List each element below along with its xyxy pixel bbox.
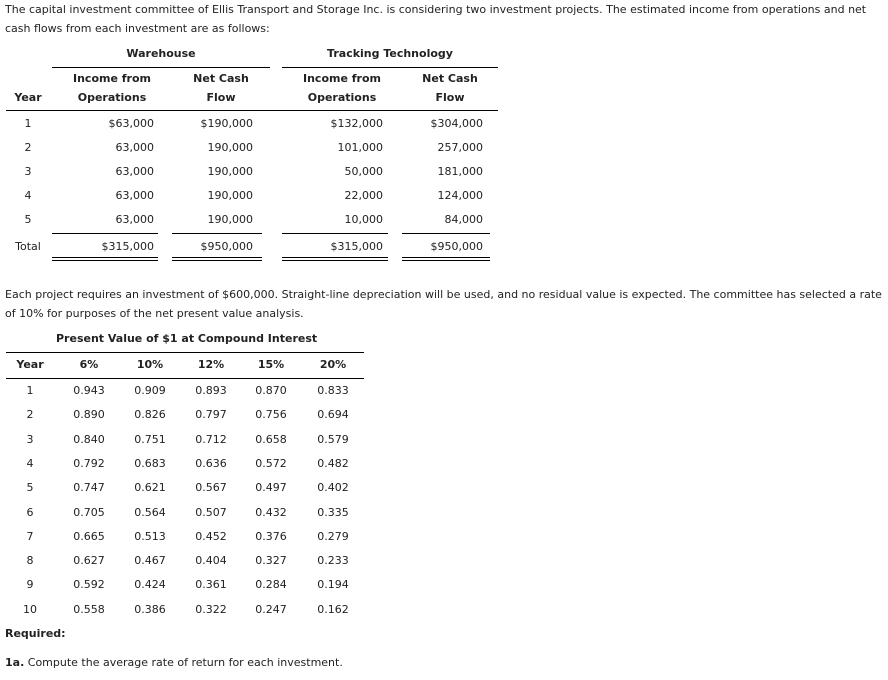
pv-cell-factor: 0.452 — [195, 529, 227, 543]
pv-cell-factor: 0.402 — [317, 481, 349, 495]
pv-header-rule — [6, 378, 364, 379]
pv-cell-year: 1 — [26, 384, 34, 397]
pv-cell-factor: 0.909 — [134, 384, 166, 397]
intro-paragraph: The capital investment committee of Ellis Transport and Storage Inc. is considering two investment projects. The estimated income from operations and net cash flows from each investment are as follows: — [5, 3, 867, 35]
pv-cell-factor: 0.658 — [255, 432, 287, 446]
pv-cell-factor: 0.833 — [317, 384, 349, 397]
double-rule-tt-income-1 — [282, 257, 388, 258]
pv-cell-factor: 0.404 — [195, 554, 227, 568]
pv-cell-factor: 0.386 — [134, 602, 166, 616]
col-header-year: Year — [14, 91, 42, 104]
cell-tt-cash: 124,000 — [437, 189, 483, 202]
col-header-wh-cash-2: Flow — [206, 91, 236, 104]
cell-wh-income: $63,000 — [108, 117, 154, 130]
pv-cell-factor: 0.792 — [73, 456, 105, 470]
cell-tt-cash: 84,000 — [444, 213, 483, 226]
pv-cell-factor: 0.683 — [134, 456, 166, 470]
rule-above-total-tt-cash — [402, 233, 490, 234]
pv-cell-factor: 0.890 — [73, 408, 105, 422]
pv-cell-factor: 0.567 — [195, 481, 227, 495]
total-tt-income: $315,000 — [330, 240, 383, 253]
group-header-tracking: Tracking Technology — [327, 47, 453, 60]
pv-cell-factor: 0.621 — [134, 481, 166, 495]
col-header-tt-income-1: Income from — [303, 72, 381, 85]
pv-cell-factor: 0.665 — [73, 529, 105, 543]
col-header-wh-cash-1: Net Cash — [193, 72, 249, 85]
rule-above-total-tt-income — [282, 233, 388, 234]
cell-tt-income: $132,000 — [330, 117, 383, 130]
pv-cell-factor: 0.558 — [73, 602, 105, 616]
rule-above-total-wh-cash — [172, 233, 262, 234]
pv-header-rate: 15% — [257, 358, 285, 371]
pv-cell-factor: 0.579 — [317, 432, 349, 446]
double-rule-wh-income-1 — [52, 257, 158, 258]
cell-tt-income: 10,000 — [344, 213, 383, 226]
pv-cell-factor: 0.497 — [255, 481, 287, 495]
question-text: Compute the average rate of return for each investment. — [27, 656, 343, 669]
pv-header-rate: 12% — [197, 358, 225, 371]
pv-cell-factor: 0.279 — [317, 529, 349, 543]
pv-header-rate: 20% — [319, 358, 347, 371]
double-rule-tt-cash-2 — [402, 260, 490, 261]
double-rule-wh-income-2 — [52, 260, 158, 261]
pv-header-rate: 10% — [136, 358, 164, 371]
rule-above-total-wh-income — [52, 233, 158, 234]
total-label: Total — [15, 240, 41, 253]
pv-cell-factor: 0.327 — [255, 554, 287, 568]
cell-year: 2 — [24, 141, 32, 154]
required-label: Required: — [5, 627, 66, 640]
pv-cell-year: 6 — [26, 505, 34, 519]
double-rule-tt-cash-1 — [402, 257, 490, 258]
cell-year: 3 — [24, 165, 32, 178]
cell-year: 4 — [24, 189, 32, 202]
cell-tt-income: 22,000 — [344, 189, 383, 202]
pv-table-title: Present Value of $1 at Compound Interest — [56, 332, 318, 345]
pv-cell-factor: 0.943 — [73, 384, 105, 397]
cell-year: 1 — [24, 117, 32, 130]
pv-cell-factor: 0.467 — [134, 554, 166, 568]
pv-cell-factor: 0.592 — [73, 578, 105, 592]
cell-tt-income: 50,000 — [344, 165, 383, 178]
cell-wh-cash: 190,000 — [207, 189, 253, 202]
group-rule-tracking — [282, 67, 498, 68]
pv-cell-factor: 0.284 — [255, 578, 287, 592]
pv-cell-factor: 0.751 — [134, 432, 166, 446]
cell-year: 5 — [24, 213, 32, 226]
double-rule-wh-cash-1 — [172, 257, 262, 258]
col-header-tt-income-2: Operations — [307, 91, 377, 104]
pv-cell-factor: 0.335 — [317, 505, 349, 519]
double-rule-wh-cash-2 — [172, 260, 262, 261]
pv-cell-factor: 0.893 — [195, 384, 227, 397]
pv-cell-factor: 0.840 — [73, 432, 105, 446]
cell-tt-cash: 257,000 — [437, 141, 483, 154]
cell-wh-income: 63,000 — [115, 141, 154, 154]
pv-cell-factor: 0.627 — [73, 554, 105, 568]
pv-cell-year: 2 — [26, 408, 34, 422]
pv-cell-factor: 0.361 — [195, 578, 227, 592]
cell-wh-cash: $190,000 — [200, 117, 253, 130]
pv-cell-factor: 0.424 — [134, 578, 166, 592]
pv-cell-factor: 0.247 — [255, 602, 287, 616]
pv-cell-factor: 0.572 — [255, 456, 287, 470]
pv-cell-factor: 0.756 — [255, 408, 287, 422]
group-header-warehouse: Warehouse — [126, 47, 196, 60]
cell-wh-income: 63,000 — [115, 213, 154, 226]
pv-cell-factor: 0.482 — [317, 456, 349, 470]
pv-cell-factor: 0.712 — [195, 432, 227, 446]
col-header-tt-cash-2: Flow — [435, 91, 465, 104]
pv-cell-factor: 0.797 — [195, 408, 227, 422]
pv-cell-year: 3 — [26, 432, 34, 446]
pv-cell-factor: 0.194 — [317, 578, 349, 592]
question-1a — [5, 656, 343, 669]
cell-tt-cash: $304,000 — [430, 117, 483, 130]
cell-wh-income: 63,000 — [115, 165, 154, 178]
double-rule-tt-income-2 — [282, 260, 388, 261]
cell-wh-income: 63,000 — [115, 189, 154, 202]
pv-header-year: Year — [16, 358, 44, 371]
pv-cell-factor: 0.747 — [73, 481, 105, 495]
total-wh-cash: $950,000 — [200, 240, 253, 253]
pv-cell-factor: 0.507 — [195, 505, 227, 519]
cell-tt-income: 101,000 — [337, 141, 383, 154]
question-number: 1a. — [5, 656, 25, 669]
total-tt-cash: $950,000 — [430, 240, 483, 253]
pv-cell-factor: 0.705 — [73, 505, 105, 519]
cell-tt-cash: 181,000 — [437, 165, 483, 178]
pv-cell-factor: 0.636 — [195, 456, 227, 470]
project-paragraph: Each project requires an investment of $600,000. Straight-line depreciation will be used, and no residual value is expected. The committee has selected a rate of 10% for purposes of the net present value analysis. — [5, 288, 882, 320]
pv-header-rate: 6% — [79, 358, 99, 371]
pv-cell-factor: 0.826 — [134, 408, 166, 422]
pv-cell-factor: 0.870 — [255, 384, 287, 397]
pv-cell-year: 10 — [23, 602, 37, 616]
pv-cell-year: 5 — [26, 481, 34, 495]
col-header-tt-cash-1: Net Cash — [422, 72, 478, 85]
pv-cell-factor: 0.376 — [255, 529, 287, 543]
pv-cell-factor: 0.564 — [134, 505, 166, 519]
pv-cell-factor: 0.162 — [317, 602, 349, 616]
pv-cell-factor: 0.432 — [255, 505, 287, 519]
cell-wh-cash: 190,000 — [207, 165, 253, 178]
pv-cell-year: 4 — [26, 456, 34, 470]
group-rule-warehouse — [52, 67, 270, 68]
cell-wh-cash: 190,000 — [207, 141, 253, 154]
pv-title-rule — [6, 352, 364, 353]
header-rule — [6, 110, 498, 111]
col-header-wh-income-1: Income from — [73, 72, 151, 85]
pv-cell-year: 8 — [26, 554, 34, 568]
pv-cell-factor: 0.513 — [134, 529, 166, 543]
cell-wh-cash: 190,000 — [207, 213, 253, 226]
pv-cell-factor: 0.694 — [317, 408, 349, 422]
pv-cell-factor: 0.322 — [195, 602, 227, 616]
total-wh-income: $315,000 — [101, 240, 154, 253]
pv-cell-year: 9 — [26, 578, 34, 592]
pv-cell-factor: 0.233 — [317, 554, 349, 568]
col-header-wh-income-2: Operations — [77, 91, 147, 104]
pv-cell-year: 7 — [26, 529, 34, 543]
